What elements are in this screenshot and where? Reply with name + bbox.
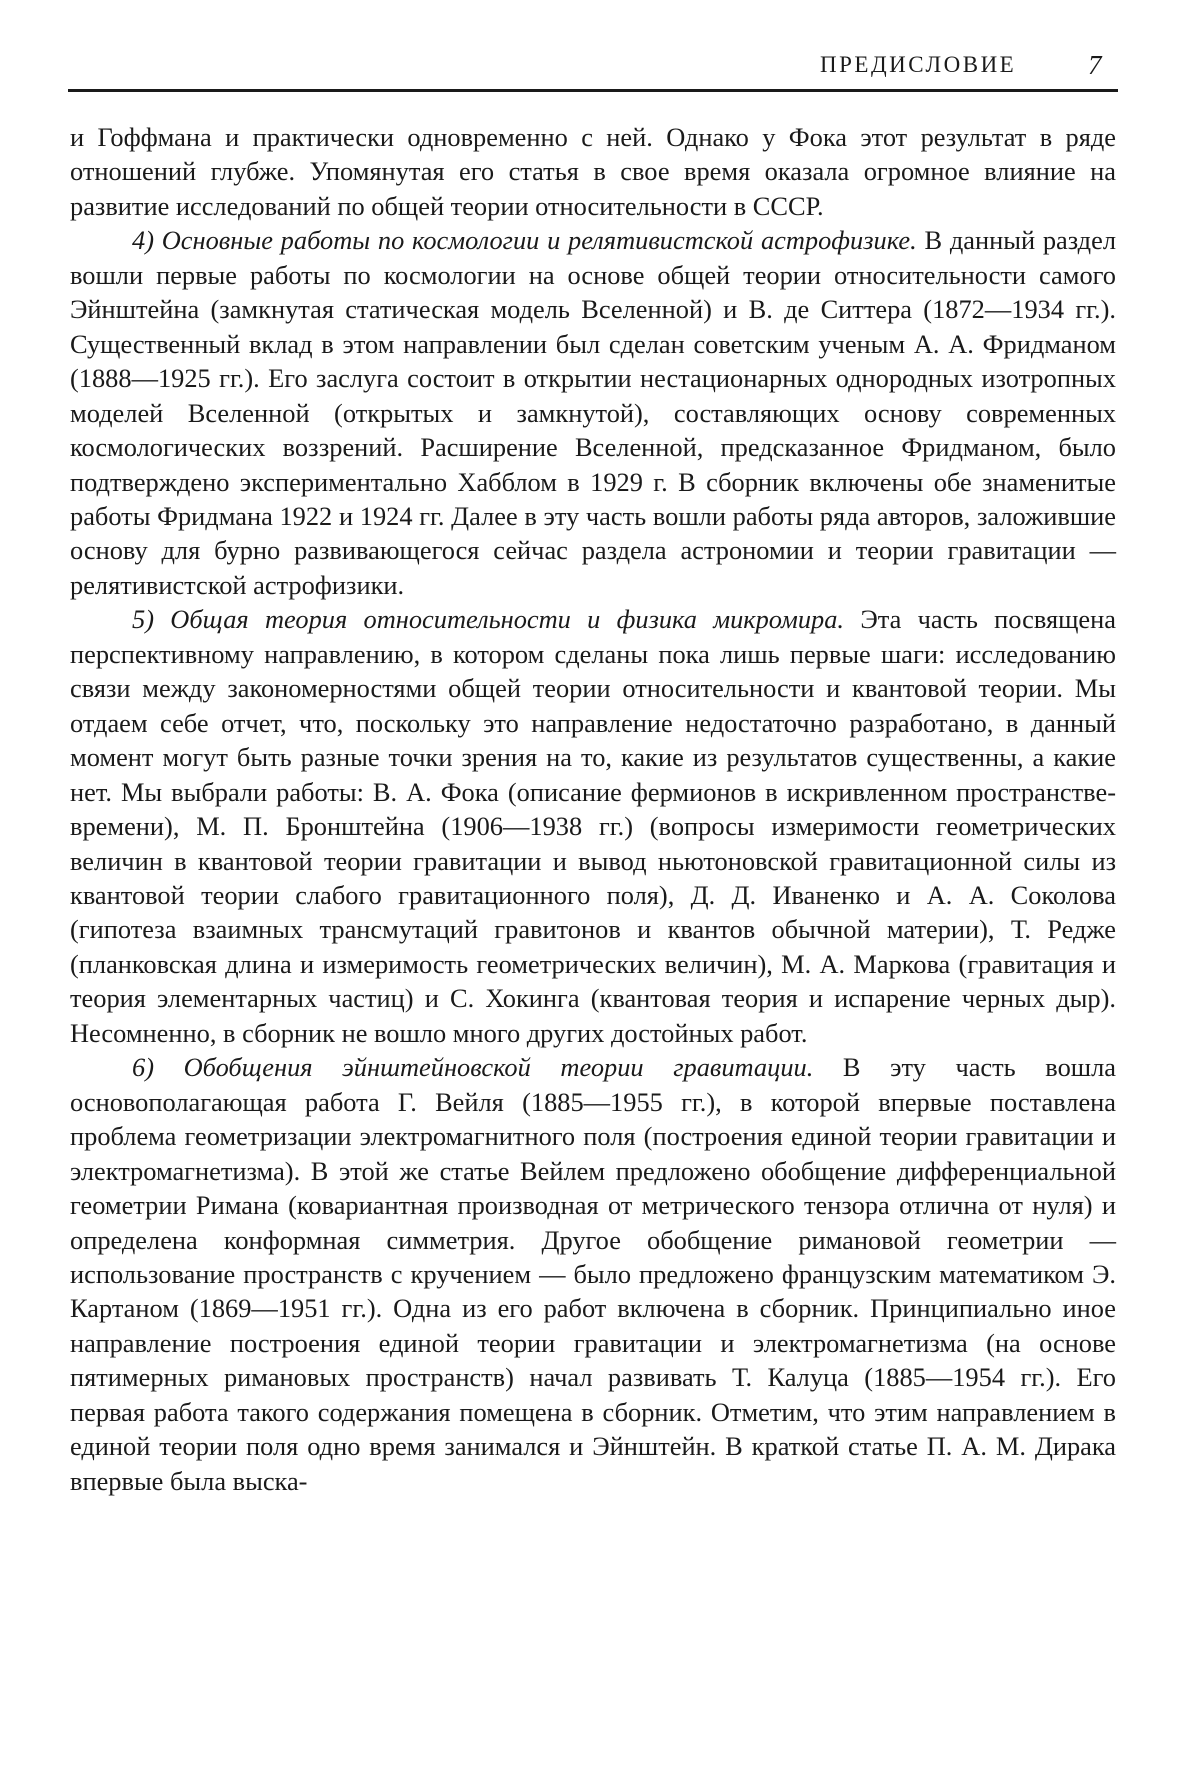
paragraph-lead: 4) Основные работы по космологии и релятивистской астрофизике. — [132, 225, 917, 256]
paragraph-microworld — [70, 602, 1116, 1050]
page-body — [70, 120, 1116, 1498]
paragraph-cosmology — [70, 223, 1116, 602]
paragraph-lead: 5) Общая теория относительности и физика микромира. — [132, 604, 845, 635]
page-number: 7 — [1088, 50, 1102, 80]
paragraph-lead: 6) Обобщения эйнштейновской теории гравитации. — [132, 1052, 814, 1083]
paragraph-generalizations — [70, 1050, 1116, 1498]
paragraph-text: В эту часть вошла основополагающая работа Г. Вейля (1885—1955 гг.), в которой впервые поставлена проблема геометризации электромагнитного поля (построения единой теории гравитации и электромагнетизма). В этой же статье Вейлем предложено обобщение дифференциальной геометрии Римана (ковариантная производная от метрического тензора отлична от нуля) и определена конформная симметрия. Другое обобщение римановой геометрии — использование пространств с кручением — было предложено французским математиком Э. Картаном (1869—1951 гг.). Одна из его работ включена в сборник. Принципиально иное направление построения единой теории гравитации и электромагнетизма (на основе пятимерных римановых пространств) начал развивать Т. Калуца (1885—1954 гг.). Его первая работа такого содержания помещена в сборник. Отметим, что этим направлением в единой теории поля одно время занимался и Эйнштейн. В краткой статье П. А. М. Дирака впервые была выска- — [70, 1052, 1116, 1496]
running-header: ПРЕДИСЛОВИЕ — [820, 52, 1017, 77]
paragraph-continuation — [70, 120, 1116, 223]
paragraph-text: и Гоффмана и практически одновременно с ней. Однако у Фока этот результат в ряде отношений глубже. Упомянутая его статья в свое время оказала огромное влияние на развитие исследований по общей теории относительности в СССР. — [70, 122, 1116, 221]
header-rule — [68, 89, 1118, 92]
paragraph-text: Эта часть посвящена перспективному направлению, в котором сделаны пока лишь первые шаги: исследованию связи между закономерностями общей теории относительности и квантовой теории. Мы отдаем себе отчет, что, поскольку это направление недостаточно разработано, в данный момент могут быть разные точки зрения на то, какие из результатов существенны, а какие нет. Мы выбрали работы: В. А. Фока (описание фермионов в искривленном пространстве-времени), М. П. Бронштейна (1906—1938 гг.) (вопросы измеримости геометрических величин в квантовой теории гравитации и вывод ньютоновской гравитационной силы из квантовой теории слабого гравитационного поля), Д. Д. Иваненко и А. А. Соколова (гипотеза взаимных трансмутаций гравитонов и квантов обычной материи), Т. Редже (планковская длина и измеримость геометрических величин), М. А. Маркова (гравитация и теория элементарных частиц) и С. Хокинга (квантовая теория и испарение черных дыр). Несомненно, в сборник не вошло много других достойных работ. — [70, 604, 1116, 1048]
paragraph-text: В данный раздел вошли первые работы по космологии на основе общей теории относительности самого Эйнштейна (замкнутая статическая модель Вселенной) и В. де Ситтера (1872—1934 гг.). Существенный вклад в этом направлении был сделан советским ученым А. А. Фридманом (1888—1925 гг.). Его заслуга состоит в открытии нестационарных однородных изотропных моделей Вселенной (открытых и замкнутой), составляющих основу современных космологических воззрений. Расширение Вселенной, предсказанное Фридманом, было подтверждено экспериментально Хабблом в 1929 г. В сборник включены обе знаменитые работы Фридмана 1922 и 1924 гг. Далее в эту часть вошли работы ряда авторов, заложившие основу для бурно развивающегося сейчас раздела астрономии и теории гравитации — релятивистской астрофизики. — [70, 225, 1116, 600]
